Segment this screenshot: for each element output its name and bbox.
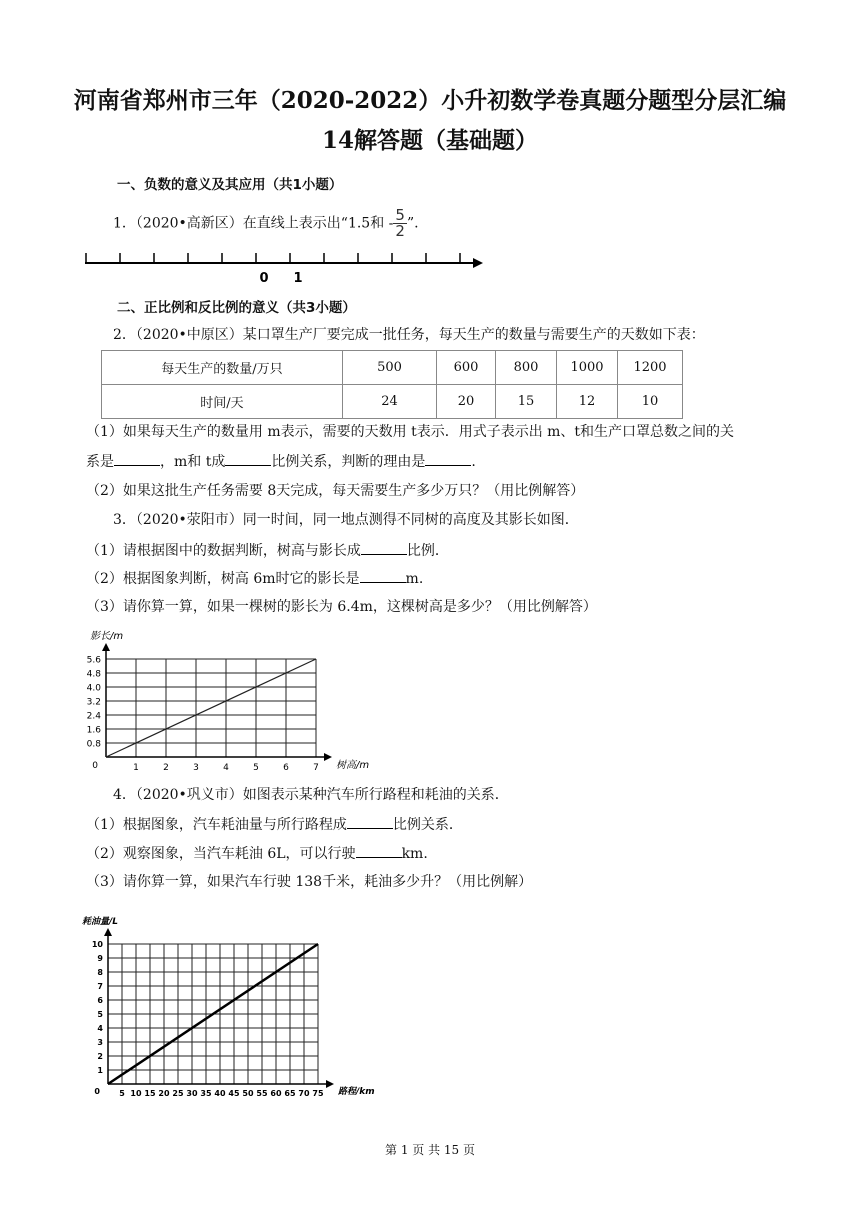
answer-blank[interactable] bbox=[225, 451, 271, 466]
x-axis-label: 树高/m bbox=[336, 760, 370, 771]
y-axis-arrow bbox=[104, 928, 112, 936]
text-segment: （2）观察图象，当汽车耗油 6L，可以行驶 bbox=[86, 846, 356, 862]
x-tick-label: 65 bbox=[284, 1089, 296, 1098]
answer-blank[interactable] bbox=[425, 451, 471, 466]
y-tick-label: 0.8 bbox=[86, 739, 101, 750]
q4-part3: （3）请你算一算，如果汽车行驶 138千米，耗油多少升？（用比例解） bbox=[86, 874, 533, 890]
number-line-label-0: 0 bbox=[259, 271, 269, 286]
x-axis-arrow bbox=[324, 753, 332, 761]
section-heading-1: 一、负数的意义及其应用（共1小题） bbox=[117, 177, 343, 193]
x-tick-label: 4 bbox=[223, 763, 229, 773]
page-footer: 第 1 页 共 15 页 bbox=[385, 1143, 475, 1157]
page-title: 河南省郑州市三年（2020-2022）小升初数学卷真题分题型分层汇编 bbox=[73, 87, 787, 114]
x-tick-label: 55 bbox=[256, 1089, 268, 1098]
table-header-cell: 时间/天 bbox=[102, 385, 343, 419]
table-cell: 1000 bbox=[557, 351, 618, 385]
y-tick-label: 10 bbox=[91, 940, 103, 949]
x-tick-label: 75 bbox=[312, 1089, 324, 1098]
y-axis-label: 影长/m bbox=[90, 631, 124, 642]
x-tick-label: 70 bbox=[298, 1089, 310, 1098]
text-segment: 比例关系． bbox=[392, 817, 463, 833]
x-tick-label: 15 bbox=[144, 1089, 156, 1098]
text-segment: （2）根据图象判断，树高 6m时它的影长是 bbox=[86, 571, 360, 587]
table-cell: 800 bbox=[496, 351, 557, 385]
x-axis-label: 路程/km bbox=[338, 1087, 375, 1097]
table-cell: 24 bbox=[343, 385, 437, 419]
x-tick-label: 40 bbox=[214, 1089, 226, 1098]
table-cell: 20 bbox=[437, 385, 496, 419]
y-tick-label: 9 bbox=[97, 954, 103, 963]
y-tick-label: 3.2 bbox=[86, 697, 101, 708]
y-tick-label: 8 bbox=[97, 968, 103, 977]
q1-text bbox=[113, 208, 780, 239]
table-row bbox=[102, 351, 683, 385]
answer-blank[interactable] bbox=[361, 540, 407, 555]
q3-part3: （3）请你算一算，如果一棵树的影长为 6.4m，这棵树高是多少？（用比例解答） bbox=[86, 599, 597, 615]
q4-part2 bbox=[86, 843, 780, 864]
y-tick-label: 5 bbox=[97, 1010, 103, 1019]
y-tick-label: 4 bbox=[97, 1024, 103, 1033]
text-segment: 系是 bbox=[86, 454, 114, 470]
y-tick-label: 6 bbox=[97, 996, 103, 1005]
table-cell: 10 bbox=[618, 385, 683, 419]
q4-part1 bbox=[86, 814, 780, 835]
x-tick-label: 50 bbox=[242, 1089, 254, 1098]
q3-text: 3．（2020•荥阳市）同一时间，同一地点测得不同树的高度及其影长如图． bbox=[113, 512, 579, 528]
table-header-cell: 每天生产的数量/万只 bbox=[102, 351, 343, 385]
table-cell: 15 bbox=[496, 385, 557, 419]
table-cell: 1200 bbox=[618, 351, 683, 385]
x-axis-arrow bbox=[326, 1080, 334, 1088]
section-heading-2: 二、正比例和反比例的意义（共3小题） bbox=[117, 300, 356, 316]
x-tick-label: 20 bbox=[158, 1089, 170, 1098]
y-tick-label: 1.6 bbox=[86, 725, 101, 736]
table-row bbox=[102, 385, 683, 419]
text-segment: ，m和 t成 bbox=[160, 454, 226, 470]
table-cell: 500 bbox=[343, 351, 437, 385]
text-segment: 比例关系，判断的理由是 bbox=[271, 454, 426, 470]
y-tick-label: 2 bbox=[97, 1052, 103, 1061]
x-tick-label: 1 bbox=[133, 763, 139, 773]
y-axis-label: 耗油量/L bbox=[82, 917, 119, 927]
x-tick-label: 3 bbox=[193, 763, 199, 773]
page-subtitle: 14解答题（基础题） bbox=[321, 127, 538, 154]
origin-label: 0 bbox=[94, 1087, 100, 1096]
y-tick-label: 5.6 bbox=[86, 655, 101, 666]
fraction bbox=[393, 208, 407, 239]
x-tick-label: 5 bbox=[253, 763, 259, 773]
answer-blank[interactable] bbox=[114, 451, 160, 466]
x-tick-label: 45 bbox=[228, 1089, 240, 1098]
number-line-label-1: 1 bbox=[293, 271, 303, 286]
x-tick-label: 10 bbox=[130, 1089, 142, 1098]
y-tick-label: 1 bbox=[97, 1066, 103, 1075]
fraction-numerator: 5 bbox=[395, 206, 405, 224]
q3-part1 bbox=[86, 540, 780, 561]
text-segment: 比例． bbox=[406, 543, 449, 559]
text-segment: km. bbox=[401, 846, 428, 862]
y-tick-label: 2.4 bbox=[86, 711, 101, 722]
y-tick-label: 4.0 bbox=[86, 683, 101, 694]
y-tick-label: 4.8 bbox=[86, 669, 101, 680]
fraction-denominator: 2 bbox=[395, 222, 405, 240]
x-tick-label: 5 bbox=[119, 1089, 125, 1098]
text-segment: m. bbox=[405, 571, 424, 587]
x-tick-label: 25 bbox=[172, 1089, 184, 1098]
y-axis-arrow bbox=[102, 643, 110, 651]
x-tick-label: 7 bbox=[313, 763, 319, 773]
q2-text: 2．（2020•中原区）某口罩生产厂要完成一批任务，每天生产的数量与需要生产的天数如下表： bbox=[113, 327, 705, 343]
q3-part2 bbox=[86, 568, 780, 589]
x-tick-label: 2 bbox=[163, 763, 169, 773]
q1-stem: 1．（2020•高新区）在直线上表示出“1.5和 - bbox=[113, 215, 394, 232]
table-cell: 600 bbox=[437, 351, 496, 385]
number-line bbox=[80, 245, 490, 285]
series-line bbox=[106, 659, 316, 757]
text-segment: . bbox=[471, 454, 476, 470]
q2-part1-line1: （1）如果每天生产的数量用 m表示，需要的天数用 t表示．用式子表示出 m、t和生产口罩总数之间的关 bbox=[86, 424, 735, 440]
y-tick-label: 3 bbox=[97, 1038, 103, 1047]
production-table bbox=[101, 350, 683, 419]
q2-part1-line2 bbox=[86, 451, 780, 472]
table-cell: 12 bbox=[557, 385, 618, 419]
origin-label: 0 bbox=[92, 761, 98, 771]
answer-blank[interactable] bbox=[347, 814, 393, 829]
q4-text: 4．（2020•巩义市）如图表示某种汽车所行路程和耗油的关系． bbox=[113, 787, 509, 803]
x-tick-label: 6 bbox=[283, 763, 289, 773]
text-segment: （1）根据图象，汽车耗油量与所行路程成 bbox=[86, 817, 347, 833]
x-tick-label: 35 bbox=[200, 1089, 212, 1098]
x-tick-label: 30 bbox=[186, 1089, 198, 1098]
q2-part2: （2）如果这批生产任务需要 8天完成，每天需要生产多少万只？（用比例解答） bbox=[86, 483, 585, 499]
q1-stem-end: ”. bbox=[406, 215, 419, 232]
y-tick-label: 7 bbox=[97, 982, 103, 991]
fuel-distance-chart bbox=[80, 898, 400, 1103]
answer-blank[interactable] bbox=[360, 568, 406, 583]
x-tick-label: 60 bbox=[270, 1089, 282, 1098]
answer-blank[interactable] bbox=[356, 843, 402, 858]
tree-shadow-chart bbox=[82, 625, 370, 775]
text-segment: （1）请根据图中的数据判断，树高与影长成 bbox=[86, 543, 361, 559]
